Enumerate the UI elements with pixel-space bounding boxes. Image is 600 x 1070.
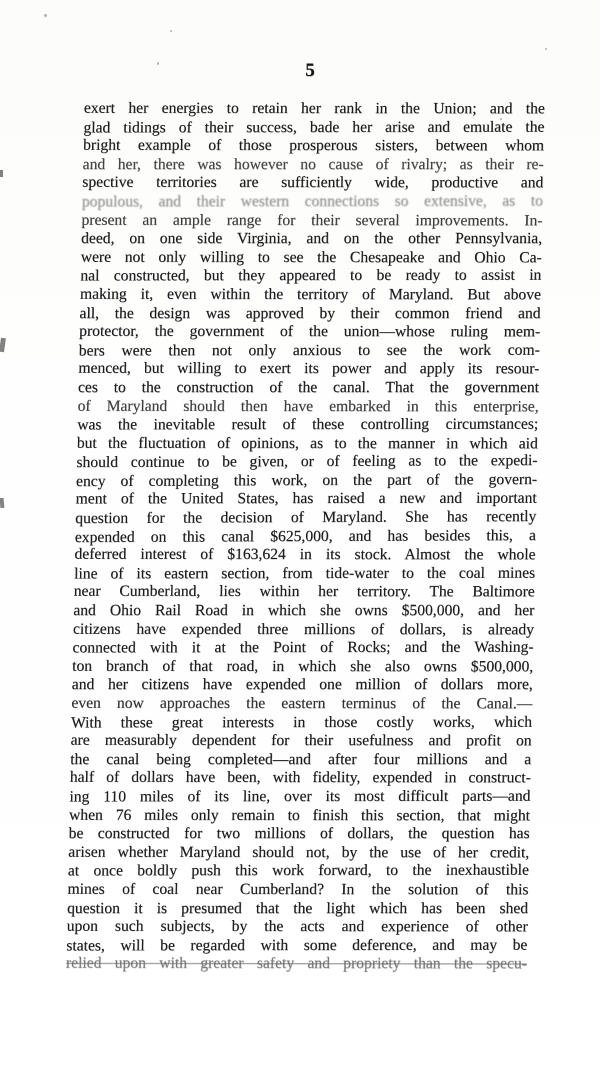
text-line: of Maryland should then have embarked in this enterprise,: [77, 397, 539, 415]
text-line: all, the design was approved by their common friend and: [79, 304, 541, 322]
text-line: question it is presumed that the light which has been shed: [66, 899, 529, 917]
scan-edge-mark: [0, 498, 4, 508]
page-number: 5: [305, 60, 315, 81]
text-line: ton branch of that road, in which she also owns $500,000,: [71, 657, 534, 676]
text-line: the canal being completed—and after four millions and a: [70, 750, 532, 768]
text-line: relied upon with greater safety and propriety than the specu-: [65, 954, 528, 973]
text-line: bers were then not only anxious to see the work com-: [78, 341, 540, 360]
text-line: connected with it at the Point of Rocks; and the Washing-: [72, 638, 534, 657]
scan-edge-mark: [0, 170, 3, 177]
body-text: [66, 100, 545, 974]
text-line: glad tidings of their success, bade her arise and emulate the: [83, 118, 545, 136]
text-line: ces to the construction of the canal. That the government: [77, 378, 540, 396]
scan-speck: [44, 14, 47, 17]
text-line: are measurably dependent for their usefulness and profit on: [70, 731, 532, 750]
text-line: but the fluctuation of opinions, as to the manner in which aid: [76, 434, 538, 453]
text-line: arisen whether Maryland should not, by the use of her credit,: [68, 843, 530, 862]
text-line: menced, but willing to exert its power and apply its resour-: [78, 359, 540, 378]
text-line: protector, the government of the union—whose ruling mem-: [78, 322, 541, 341]
text-line: and her, there was however no cause of rivalry; as their re-: [82, 155, 544, 173]
text-line: and her citizens have expended one million of dollars more,: [71, 676, 533, 694]
text-line: citizens have expended three millions of dollars, is already: [72, 620, 535, 638]
text-line: were not only willing to see the Chesapeake and Ohio Ca-: [80, 248, 542, 267]
text-line: populous, and their western connections so extensive, as to: [81, 192, 544, 211]
text-line: half of dollars have been, with fidelity, expended in construct-: [69, 769, 531, 787]
text-line: even now approaches the eastern terminus of the Canal.—: [71, 694, 533, 713]
text-line: nal constructed, but they appeared to be ready to assist in: [80, 266, 542, 285]
text-line: expended on this canal $625,000, and has besides this, a: [74, 526, 537, 546]
text-line: exert her energies to retain her rank in the Union; and the: [83, 99, 546, 118]
text-line: bright example of those prosperous sisters, between whom: [82, 136, 545, 155]
text-line: question for the decision of Maryland. She has recently: [75, 508, 537, 528]
text-line: deed, on one side Virginia, and on the other Pennsylvania,: [80, 230, 543, 248]
text-line: states, will be regarded with some deference, and may be: [66, 936, 528, 955]
text-line: ency of completing this work, on the part of the govern-: [75, 470, 538, 490]
text-line: ing 110 miles of its line, over its most difficult parts—and: [69, 787, 531, 806]
text-line: line of its eastern section, from tide-water to the coal mines: [73, 564, 536, 583]
text-line: was the inevitable result of these controlling circumstances;: [77, 415, 539, 434]
text-line: With these great interests in those costly works, which: [70, 713, 533, 731]
text-line: near Cumberland, lies within her territory. The Baltimore: [73, 583, 535, 601]
text-line: and Ohio Rail Road in which she owns $500,000, and her: [73, 602, 535, 620]
scan-speck: [500, 118, 502, 120]
text-line: present an ample range for their several improvements. In-: [81, 211, 543, 229]
text-line: be constructed for two millions of dollars, the question has: [68, 825, 530, 843]
scan-speck: [157, 62, 159, 65]
text-line: deferred interest of $163,624 in its stock. Almost the whole: [74, 545, 536, 564]
text-line: at once boldly push this work forward, to the inexhaustible: [67, 861, 530, 880]
scan-speck: [170, 30, 172, 32]
text-line: mines of coal near Cumberland? In the solution of this: [67, 880, 529, 899]
text-line: when 76 miles only remain to finish this section, that might: [68, 806, 531, 824]
text-line: spective territories are sufficiently wide, productive and: [82, 174, 544, 192]
text-line: ment of the United States, has raised a new and important: [75, 490, 537, 508]
scan-edge-mark: [0, 338, 6, 353]
text-line: should continue to be given, or of feeling as to the expedi-: [76, 452, 538, 472]
text-line: upon such subjects, by the acts and experience of other: [66, 917, 528, 936]
text-line: making it, even within the territory of Maryland. But above: [79, 285, 542, 304]
scan-speck: [545, 48, 547, 50]
